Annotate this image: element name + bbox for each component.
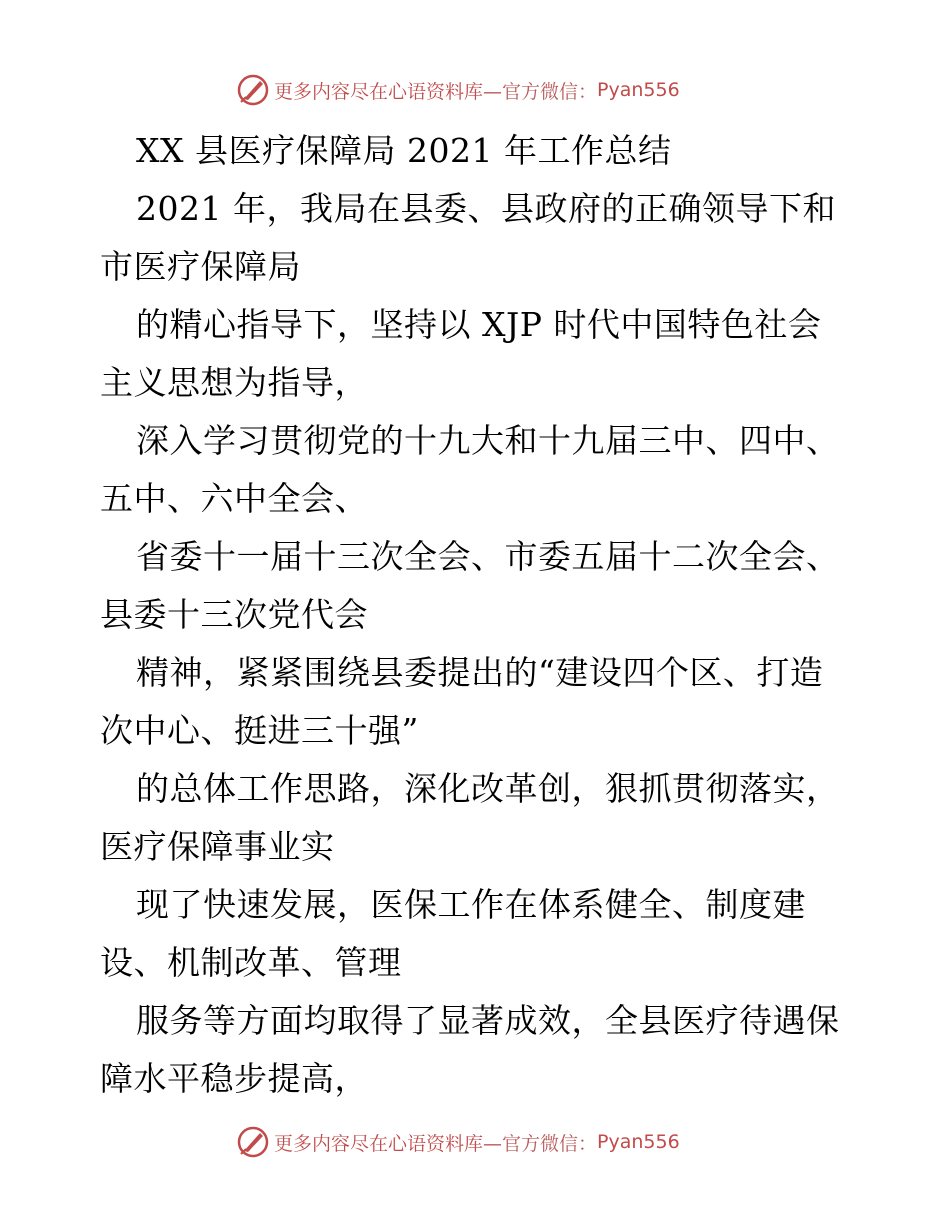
text-line: 服务等方面均取得了显著成效，全县医疗待遇保 xyxy=(136,1001,840,1040)
header-watermark xyxy=(236,72,756,108)
document-title: XX 县医疗保障局 2021 年工作总结 xyxy=(136,131,672,170)
watermark-sub-text: —官方微信： xyxy=(483,1132,598,1155)
text-line: 医疗保障事业实 xyxy=(100,827,335,866)
text-line: 主义思想为指导， xyxy=(100,363,368,402)
text-line: 精神，紧紧围绕县委提出的“建设四个区、打造 xyxy=(136,653,824,692)
text-line: 的总体工作思路，深化改革创，狠抓贯彻落实， xyxy=(136,769,840,808)
text-line: 省委十一届十三次全会、市委五届十二次全会、 xyxy=(136,537,840,576)
text-line: 深入学习贯彻党的十九大和十九届三中、四中、 xyxy=(136,421,840,460)
text-line: 现了快速发展，医保工作在体系健全、制度建 xyxy=(136,885,806,924)
text-line: 障水平稳步提高， xyxy=(100,1059,368,1098)
watermark-sub-text: —官方微信： xyxy=(483,80,598,103)
quill-logo-icon xyxy=(236,1125,270,1159)
watermark-id-text: Pyan556 xyxy=(597,1131,680,1153)
text-line: 2021 年，我局在县委、县政府的正确领导下和 xyxy=(136,189,836,228)
watermark-main-text: 更多内容尽在心语资料库 xyxy=(274,80,484,103)
text-line: 五中、六中全会、 xyxy=(100,479,368,518)
watermark-id-text: Pyan556 xyxy=(597,79,680,101)
quill-logo-icon xyxy=(236,73,270,107)
document-body xyxy=(100,122,860,1108)
text-line: 市医疗保障局 xyxy=(100,247,301,286)
footer-watermark xyxy=(236,1124,756,1160)
text-line: 的精心指导下，坚持以 XJP 时代中国特色社会 xyxy=(136,305,822,344)
watermark-main-text: 更多内容尽在心语资料库 xyxy=(274,1132,484,1155)
text-line: 设、机制改革、管理 xyxy=(100,943,402,982)
text-line: 次中心、挺进三十强” xyxy=(100,711,419,750)
text-line: 县委十三次党代会 xyxy=(100,595,368,634)
